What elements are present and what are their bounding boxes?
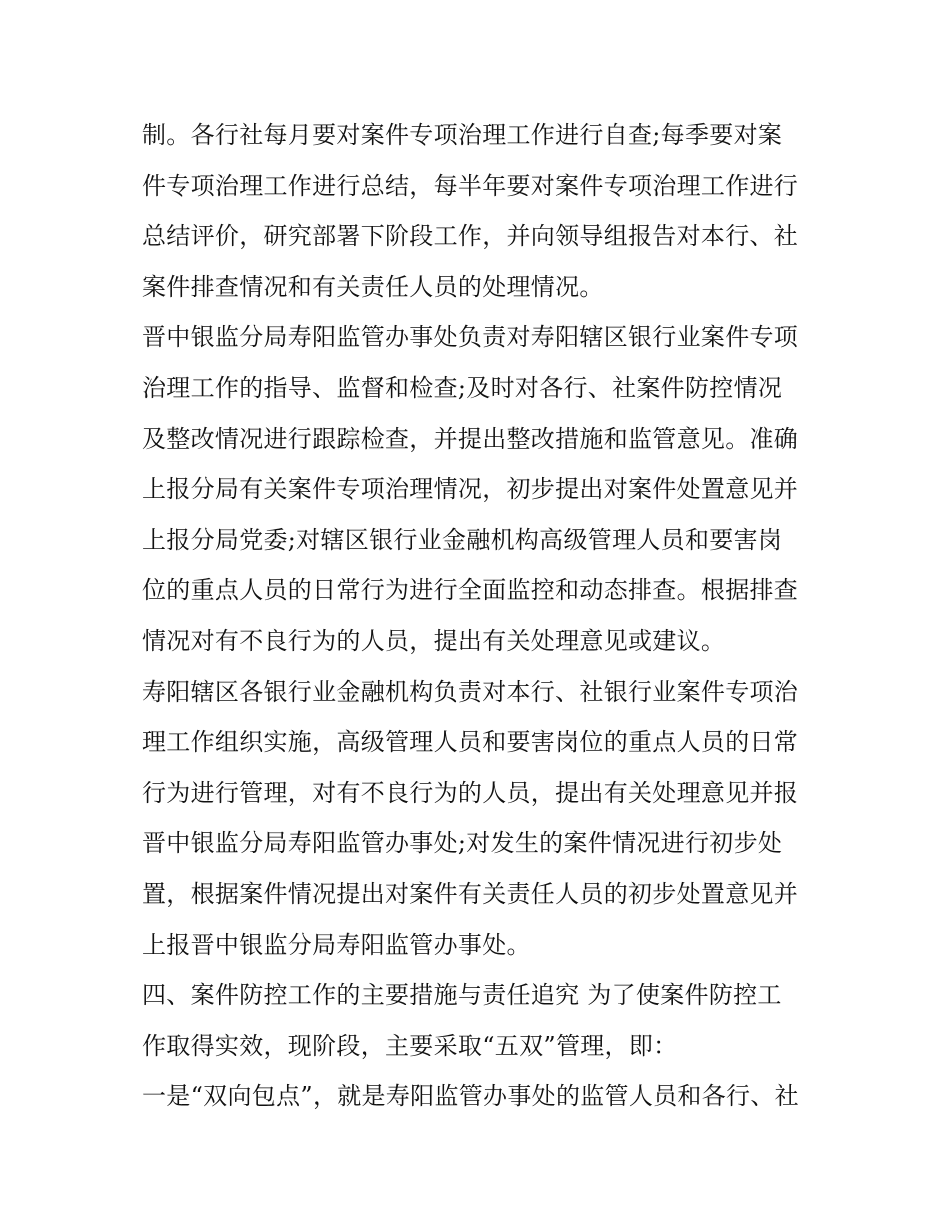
text-line: 置，根据案件情况提出对案件有关责任人员的初步处置意见并 xyxy=(142,879,799,908)
text-line: 一是“双向包点”，就是寿阳监管办事处的监管人员和各行、社 xyxy=(142,1082,799,1111)
text-line: 位的重点人员的日常行为进行全面监控和动态排查。根据排查 xyxy=(142,576,799,605)
text-line: 晋中银监分局寿阳监管办事处;对发生的案件情况进行初步处 xyxy=(142,829,783,858)
text-line: 及整改情况进行跟踪检查，并提出整改措施和监管意见。准确 xyxy=(142,424,799,453)
text-line: 治理工作的指导、监督和检查;及时对各行、社案件防控情况 xyxy=(142,373,783,402)
text-line: 晋中银监分局寿阳监管办事处负责对寿阳辖区银行业案件专项 xyxy=(142,323,799,352)
text-line: 上报分局党委;对辖区银行业金融机构高级管理人员和要害岗 xyxy=(142,525,783,554)
document-body xyxy=(142,110,822,1122)
text-line: 四、案件防控工作的主要措施与责任追究 为了使案件防控工 xyxy=(142,981,782,1010)
text-line: 上报分局有关案件专项治理情况，初步提出对案件处置意见并 xyxy=(142,475,799,504)
text-line: 行为进行管理，对有不良行为的人员，提出有关处理意见并报 xyxy=(142,778,799,807)
text-line: 案件排查情况和有关责任人员的处理情况。 xyxy=(142,272,604,301)
text-line: 上报晋中银监分局寿阳监管办事处。 xyxy=(142,930,531,959)
text-line: 理工作组织实施，高级管理人员和要害岗位的重点人员的日常 xyxy=(142,728,799,757)
text-line: 制。各行社每月要对案件专项治理工作进行自查;每季要对案 xyxy=(142,121,783,149)
text-line: 情况对有不良行为的人员，提出有关处理意见或建议。 xyxy=(142,626,726,655)
text-line: 寿阳辖区各银行业金融机构负责对本行、社银行业案件专项治 xyxy=(142,677,799,706)
text-line: 作取得实效，现阶段，主要采取“五双”管理，即： xyxy=(142,1031,678,1060)
text-line: 件专项治理工作进行总结，每半年要对案件专项治理工作进行 xyxy=(142,171,799,200)
text-line: 总结评价，研究部署下阶段工作，并向领导组报告对本行、社 xyxy=(142,222,799,251)
